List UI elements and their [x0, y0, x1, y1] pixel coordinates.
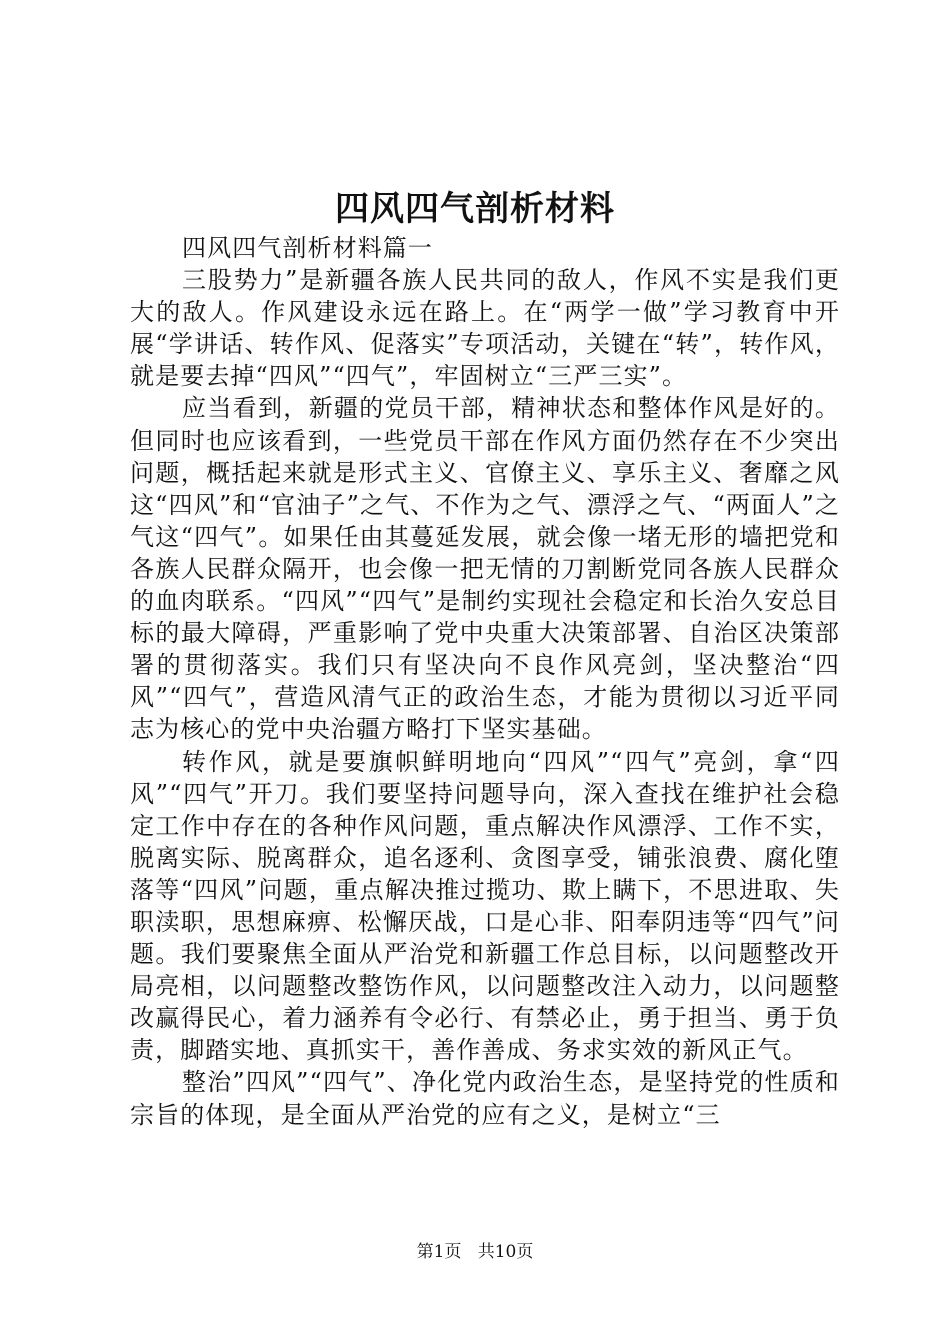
page-footer — [0, 1240, 950, 1264]
footer-separator — [467, 1242, 472, 1262]
paragraph: 应当看到，新疆的党员干部，精神状态和整体作风是好的。但同时也应该看到，一些党员干部在作风方面仍然存在不少突出问题，概括起来就是形式主义、官僚主义、享乐主义、奢靡之风这“四风”和“官油子”之气、不作为之气、漂浮之气、“两面人”之气这“四气”。如果任由其蔓延发展，就会像一堵无形的墙把党和各族人民群众隔开，也会像一把无情的刀割断党同各族人民群众的血肉联系。“四风”“四气”是制约实现社会稳定和长治久安总目标的最大障碍，严重影响了党中央重大决策部署、自治区决策部署的贯彻落实。我们只有坚决向不良作风亮剑，坚决整治“四风”“四气”，营造风清气正的政治生态，才能为贯彻以习近平同志为核心的党中央治疆方略打下坚实基础。 — [130, 394, 840, 744]
paragraph: 转作风，就是要旗帜鲜明地向“四风”“四气”亮剑，拿“四风”“四气”开刀。我们要坚持问题导向，深入查找在维护社会稳定工作中存在的各种作风问题，重点解决作风漂浮、工作不实，脱离实际、脱离群众，追名逐利、贪图享受，铺张浪费、腐化堕落等“四风”问题，重点解决推过揽功、欺上瞒下，不思进取、失职渎职，思想麻痹、松懈厌战，口是心非、阳奉阴违等“四气”问题。我们要聚焦全面从严治党和新疆工作总目标，以问题整改开局亮相，以问题整改整饬作风，以问题整改注入动力，以问题整改赢得民心，着力涵养有令必行、有禁必止，勇于担当、勇于负责，脚踏实地、真抓实干，善作善成、务求实效的新风正气。 — [130, 747, 840, 1065]
total-pages: 共10页 — [477, 1242, 534, 1262]
document-body — [130, 232, 840, 1131]
section-heading: 四风四气剖析材料篇一 — [182, 234, 433, 262]
document-title: 四风四气剖析材料 — [335, 189, 615, 229]
paragraph: 三股势力”是新疆各族人民共同的敌人，作风不实是我们更大的敌人。作风建设永远在路上。在“两学一做”学习教育中开展“学讲话、转作风、促落实”专项活动，关键在“转”，转作风，就是要去掉“四风”“四气”，牢固树立“三严三实”。 — [130, 266, 840, 391]
paragraph: 整治”四风”“四气”、净化党内政治生态，是坚持党的性质和宗旨的体现，是全面从严治党的应有之义，是树立“三 — [130, 1068, 840, 1129]
page-number: 第1页 — [416, 1242, 462, 1262]
